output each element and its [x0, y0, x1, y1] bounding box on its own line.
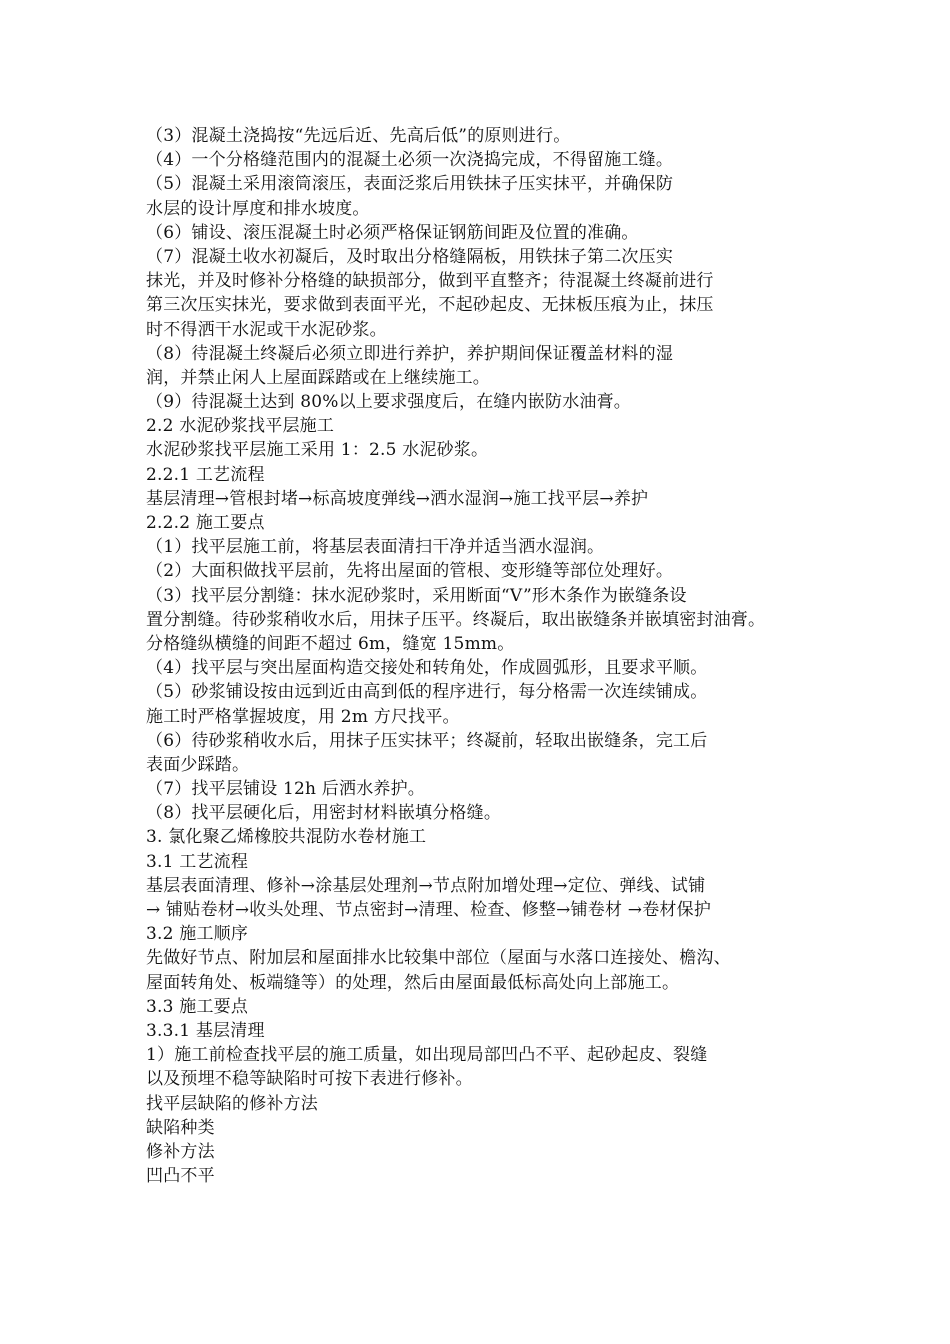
subsection-heading: 3.3.1 基层清理 [146, 1020, 265, 1041]
text-line: 表面少踩踏。 [146, 754, 250, 775]
text-line: 以及预埋不稳等缺陷时可按下表进行修补。 [146, 1069, 473, 1090]
text-line: （5）砂浆铺设按由远到近由高到低的程序进行，每分格需一次连续铺成。 [146, 682, 708, 703]
text-line: 先做好节点、附加层和屋面排水比较集中部位（屋面与水落口连接处、檐沟、 [146, 948, 731, 969]
text-line: （4）找平层与突出屋面构造交接处和转角处，作成圆弧形，且要求平顺。 [146, 658, 708, 679]
table-cell: 凹凸不平 [146, 1166, 215, 1187]
text-line: 润，并禁止闲人上屋面踩踏或在上继续施工。 [146, 367, 490, 388]
text-line: （6）待砂浆稍收水后，用抹子压实抹平；终凝前，轻取出嵌缝条，完工后 [146, 730, 708, 751]
text-line: （3）混凝土浇捣按“先远后近、先高后低”的原则进行。 [146, 126, 571, 146]
text-line: → 铺贴卷材→收头处理、节点密封→清理、检查、修整→铺卷材 →卷材保护 [146, 900, 712, 920]
text-line: 抹光，并及时修补分格缝的缺损部分，做到平直整齐；待混凝土终凝前进行 [146, 271, 714, 292]
text-line: 第三次压实抹光，要求做到表面平光，不起砂起皮、无抹板压痕为止，抹压 [146, 295, 714, 316]
text-line: （5）混凝土采用滚筒滚压，表面泛浆后用铁抹子压实抹平，并确保防 [146, 174, 674, 195]
subsection-heading: 3.1 工艺流程 [146, 851, 249, 872]
text-line: （4）一个分格缝范围内的混凝土必须一次浇捣完成，不得留施工缝。 [146, 150, 674, 171]
text-line: （3）找平层分割缝：抹水泥砂浆时，采用断面“V”形木条作为嵌缝条设 [146, 585, 687, 606]
document-body [146, 124, 826, 1188]
text-line: 1）施工前检查找平层的施工质量，如出现局部凹凸不平、起砂起皮、裂缝 [146, 1045, 708, 1066]
text-line: 屋面转角处、板端缝等）的处理，然后由屋面最低标高处向上部施工。 [146, 972, 680, 993]
text-line: 分格缝纵横缝的间距不超过 6m，缝宽 15mm。 [146, 633, 515, 654]
text-line: （1）找平层施工前，将基层表面清扫干净并适当洒水湿润。 [146, 537, 605, 558]
subsection-heading: 2.2.2 施工要点 [146, 513, 265, 533]
text-line: 水层的设计厚度和排水坡度。 [146, 198, 370, 219]
text-line: （8）待混凝土终凝后必须立即进行养护，养护期间保证覆盖材料的湿 [146, 343, 674, 364]
text-line: 置分割缝。待砂浆稍收水后，用抹子压平。终凝后，取出嵌缝条并嵌填密封油膏。 [146, 609, 766, 630]
text-line: 基层清理→管根封堵→标高坡度弹线→洒水湿润→施工找平层→养护 [146, 488, 649, 509]
text-line: 基层表面清理、修补→涂基层处理剂→节点附加增处理→定位、弹线、试铺 [146, 875, 706, 896]
table-caption: 找平层缺陷的修补方法 [146, 1093, 318, 1114]
text-line: 水泥砂浆找平层施工采用 1：2.5 水泥砂浆。 [146, 440, 489, 461]
text-line: （6）铺设、滚压混凝土时必须严格保证钢筋间距及位置的准确。 [146, 222, 639, 243]
subsection-heading: 3.3 施工要点 [146, 996, 249, 1017]
text-line: （2）大面积做找平层前，先将出屋面的管根、变形缝等部位处理好。 [146, 561, 674, 582]
text-line: （8）找平层硬化后，用密封材料嵌填分格缝。 [146, 803, 502, 824]
text-line: （9）待混凝土达到 80%以上要求强度后，在缝内嵌防水油膏。 [146, 392, 632, 413]
subsection-heading: 2.2.1 工艺流程 [146, 464, 265, 485]
table-cell: 缺陷种类 [146, 1117, 215, 1138]
text-line: 施工时严格掌握坡度，用 2m 方尺找平。 [146, 706, 460, 727]
section-heading: 2.2 水泥砂浆找平层施工 [146, 416, 335, 437]
text-line: 时不得洒干水泥或干水泥砂浆。 [146, 319, 387, 340]
text-line: （7）找平层铺设 12h 后洒水养护。 [146, 779, 426, 800]
subsection-heading: 3.2 施工顺序 [146, 924, 249, 945]
section-heading: 3. 氯化聚乙烯橡胶共混防水卷材施工 [146, 827, 427, 848]
table-cell: 修补方法 [146, 1141, 215, 1162]
text-line: （7）混凝土收水初凝后，及时取出分格缝隔板，用铁抹子第二次压实 [146, 246, 674, 267]
